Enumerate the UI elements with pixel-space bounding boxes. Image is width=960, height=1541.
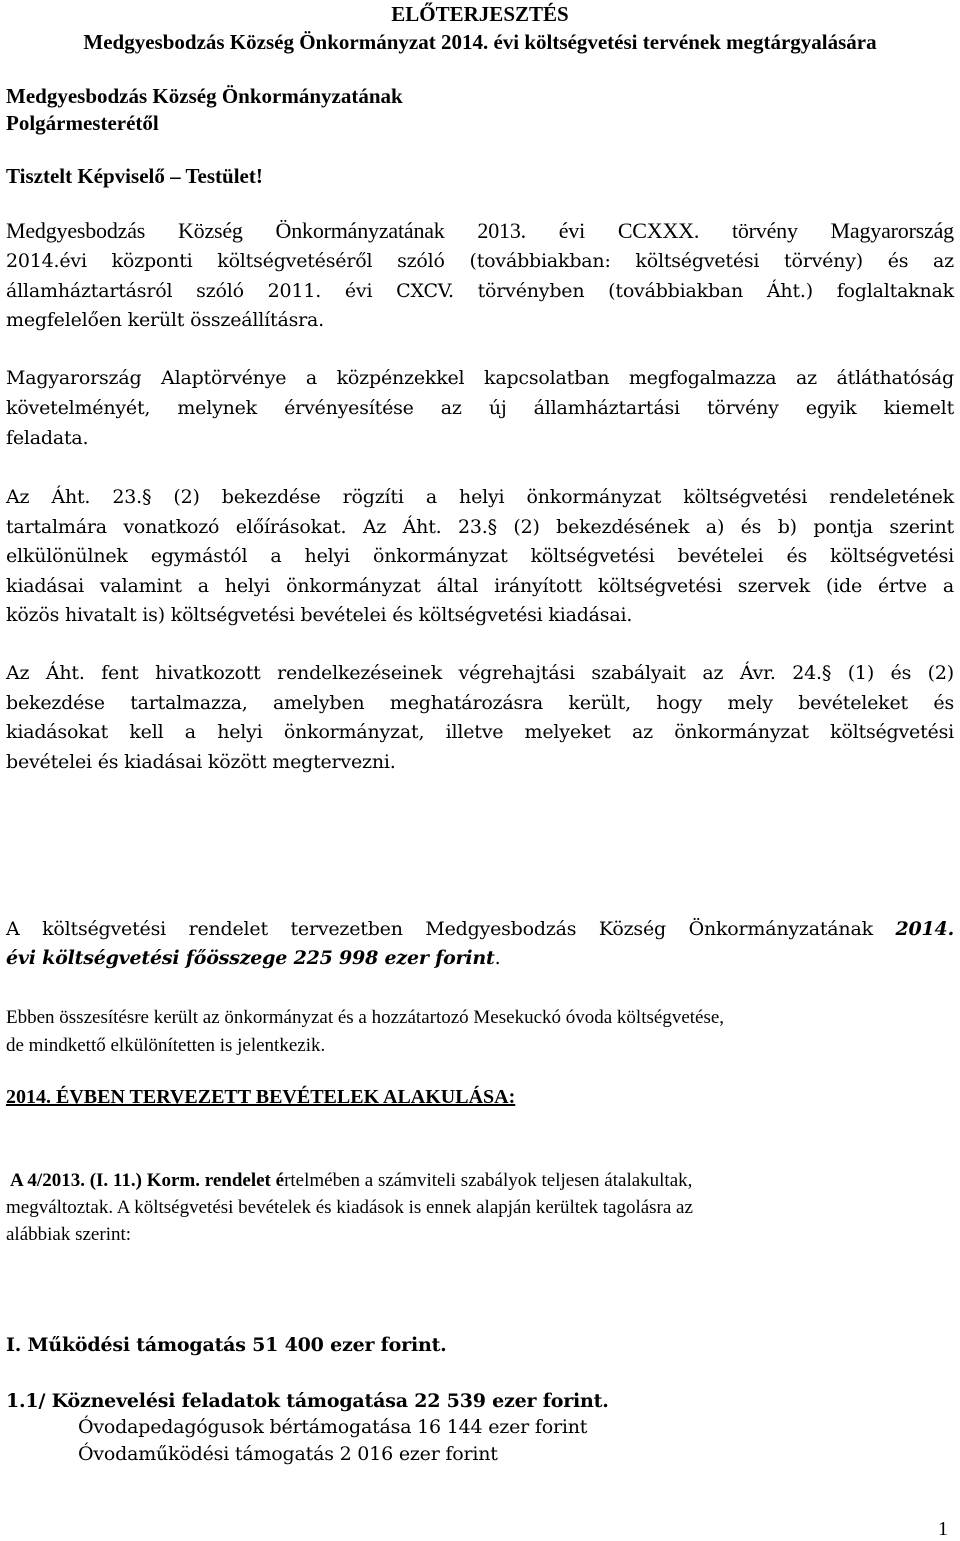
paragraph-line: megfelelően került összeállításra.: [6, 309, 324, 331]
sender-line: Medgyesbodzás Község Önkormányzatának: [6, 84, 403, 108]
regulation-reference: A 4/2013. (I. 11.) Korm. rendelet é: [10, 1170, 285, 1191]
paragraph-line: Medgyesbodzás Község Önkormányzatának 2013. évi CCXXX. törvény Magyarország: [6, 218, 954, 243]
salutation: Tisztelt Képviselő – Testület!: [6, 164, 263, 188]
paragraph-line: követelményét, melynek érvényesítése az új államháztartási törvény egyik kiemelt: [6, 397, 954, 419]
paragraph-line: tartalmára vonatkozó előírásokat. Az Áht. 23.§ (2) bekezdésének a) és b) pontja szerint: [6, 516, 954, 538]
total-paragraph-line: [6, 947, 500, 969]
total-paragraph-line: [6, 918, 954, 940]
sub-item: Óvodaműködési támogatás 2 016 ezer forint: [78, 1443, 498, 1465]
summary-line: Ebben összesítésre került az önkormányzat és a hozzátartozó Mesekuckó óvoda költségvetése,: [6, 1007, 725, 1028]
total-year: 2014.: [895, 918, 954, 940]
regulation-line: alábbiak szerint:: [6, 1224, 132, 1245]
operating-support-heading: I. Működési támogatás 51 400 ezer forint.: [6, 1334, 447, 1356]
paragraph-line: 2014.évi központi költségvetéséről szóló (továbbiakban: költségvetési törvény) és az: [6, 250, 954, 272]
paragraph-line: Az Áht. fent hivatkozott rendelkezéseinek végrehajtási szabályait az Ávr. 24.§ (1) és (2): [6, 662, 954, 684]
paragraph-line: kiadásokat kell a helyi önkormányzat, illetve melyeket az önkormányzat költségvetési: [6, 721, 954, 743]
regulation-line: [10, 1170, 692, 1192]
paragraph-line: Magyarország Alaptörvénye a közpénzekkel kapcsolatban megfogalmazza az átláthatóság: [6, 367, 954, 389]
paragraph-line: közös hivatalt is) költségvetési bevételei és költségvetési kiadásai.: [6, 604, 633, 626]
document-subtitle: Medgyesbodzás Község Önkormányzat 2014. évi költségvetési tervének megtárgyalására: [83, 30, 877, 54]
section-heading: 2014. ÉVBEN TERVEZETT BEVÉTELEK ALAKULÁSA:: [6, 1086, 516, 1108]
sender-line: Polgármesterétől: [6, 111, 159, 135]
paragraph-line: elkülönülnek egymástól a helyi önkormányzat költségvetési bevételei és költségvetési: [6, 545, 954, 567]
regulation-text: rtelmében a számviteli szabályok teljesen átalakultak,: [284, 1170, 693, 1191]
paragraph-line: Az Áht. 23.§ (2) bekezdése rögzíti a helyi önkormányzat költségvetési rendeletének: [6, 486, 954, 508]
document-title: ELŐTERJESZTÉS: [391, 2, 569, 26]
total-amount: évi költségvetési főösszege 225 998 ezer forint: [6, 947, 495, 969]
page-number: 1: [938, 1518, 948, 1540]
total-text: A költségvetési rendelet tervezetben Medgyesbodzás Község Önkormányzatának: [6, 918, 873, 940]
total-period: .: [494, 947, 501, 969]
paragraph-line: államháztartásról szóló 2011. évi CXCV. törvényben (továbbiakban Áht.) foglaltaknak: [6, 280, 954, 302]
paragraph-line: bevételei és kiadásai között megtervezni.: [6, 751, 396, 773]
sub-item: Óvodapedagógusok bértámogatása 16 144 ezer forint: [78, 1416, 588, 1438]
paragraph-line: feladata.: [6, 427, 89, 449]
regulation-line: megváltoztak. A költségvetési bevételek és kiadások is ennek alapján kerültek tagolásra az: [6, 1197, 693, 1218]
paragraph-line: kiadásai valamint a helyi önkormányzat által irányított költségvetési szervek (ide értve a: [6, 575, 954, 597]
summary-line: de mindkettő elkülönítetten is jelentkezik.: [6, 1035, 326, 1056]
paragraph-line: bekezdése tartalmazza, amelyben meghatározásra került, hogy mely bevételeket és: [6, 692, 954, 714]
education-support-heading: 1.1/ Köznevelési feladatok támogatása 22 539 ezer forint.: [6, 1390, 609, 1412]
